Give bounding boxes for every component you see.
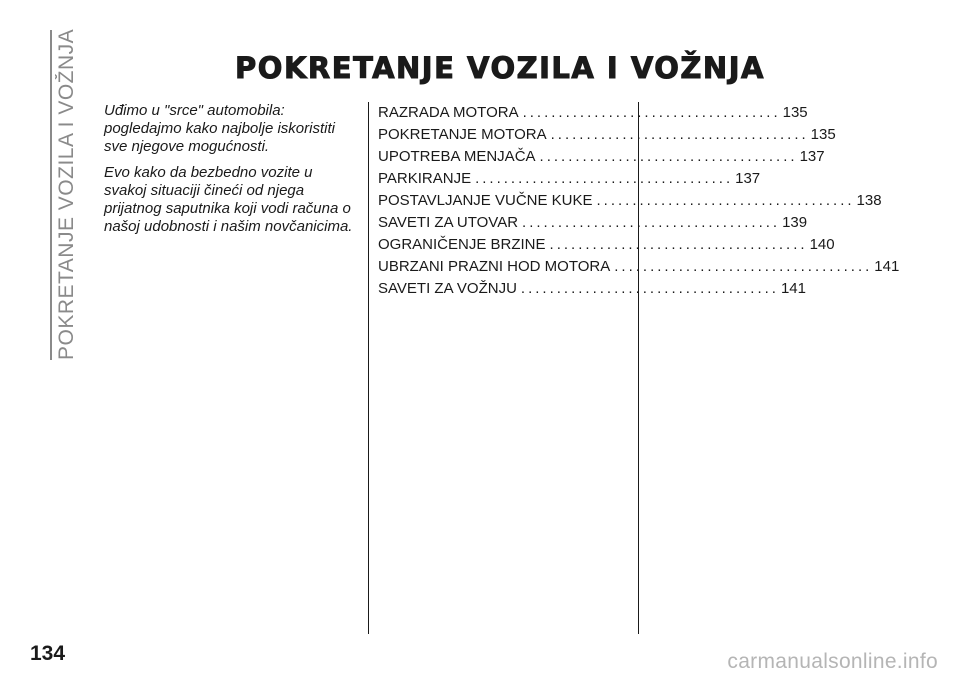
toc-item-label: PARKIRANJE [378,170,472,187]
intro-paragraph: Evo kako da bezbedno vozite u svakoj situaciji čineći od njega prijatnog saputnika koji vodi računa o našoj udobnosti i našim novčanicima. [104,164,353,235]
toc-leader-dots: .................................... [522,214,781,231]
page-title: POKRETANJE VOZILA I VOŽNJA [235,51,765,86]
toc-leader-dots: .................................... [520,280,779,297]
toc-item-page: 135 [810,126,836,143]
toc-item-page: 141 [780,280,806,297]
toc-leader-dots: .................................... [539,148,798,165]
intro-paragraph: Uđimo u "srce" automobila: pogledajmo kako najbolje iskoristiti sve njegove mogućnosti. [104,102,335,155]
toc-item-page: 138 [856,192,882,209]
toc-item-label: SAVETI ZA UTOVAR [378,214,519,231]
toc-leader-dots: .................................... [550,126,809,143]
toc-item[interactable] [378,256,900,278]
toc-item[interactable] [378,278,806,300]
toc-item[interactable] [378,146,825,168]
toc-leader-dots: .................................... [522,104,781,121]
toc-item-page: 137 [735,170,761,187]
toc-leader-dots: .................................... [596,192,855,209]
toc-item-page: 137 [799,148,825,165]
toc-item-label: UBRZANI PRAZNI HOD MOTORA [378,258,611,275]
toc-item[interactable] [378,168,761,190]
toc-item[interactable] [378,190,882,212]
toc-leader-dots: .................................... [475,170,734,187]
page-number: 134 [30,642,66,665]
toc-item-page: 135 [782,104,808,121]
toc-item-page: 139 [782,214,808,231]
toc-item-page: 141 [874,258,900,275]
toc-item[interactable] [378,212,808,234]
toc-item-label: SAVETI ZA VOŽNJU [378,280,517,297]
toc-item-page: 140 [809,236,835,253]
toc-leader-dots: .................................... [549,236,808,253]
toc-item[interactable] [378,124,836,146]
toc-item-label: POKRETANJE MOTORA [378,126,547,143]
toc-item-label: OGRANIČENJE BRZINE [378,236,546,253]
table-of-contents [378,102,900,300]
toc-item[interactable] [378,234,835,256]
watermark: carmanualsonline.info [727,650,938,673]
intro-text [104,102,359,244]
chapter-side-title: POKRETANJE VOZILA I VOŽNJA [55,28,78,360]
toc-leader-dots: .................................... [614,258,873,275]
toc-item-label: RAZRADA MOTORA [378,104,519,121]
toc-item-label: POSTAVLJANJE VUČNE KUKE [378,192,593,209]
column-divider-left [368,102,369,634]
toc-item-label: UPOTREBA MENJAČA [378,148,536,165]
toc-item[interactable] [378,102,808,124]
